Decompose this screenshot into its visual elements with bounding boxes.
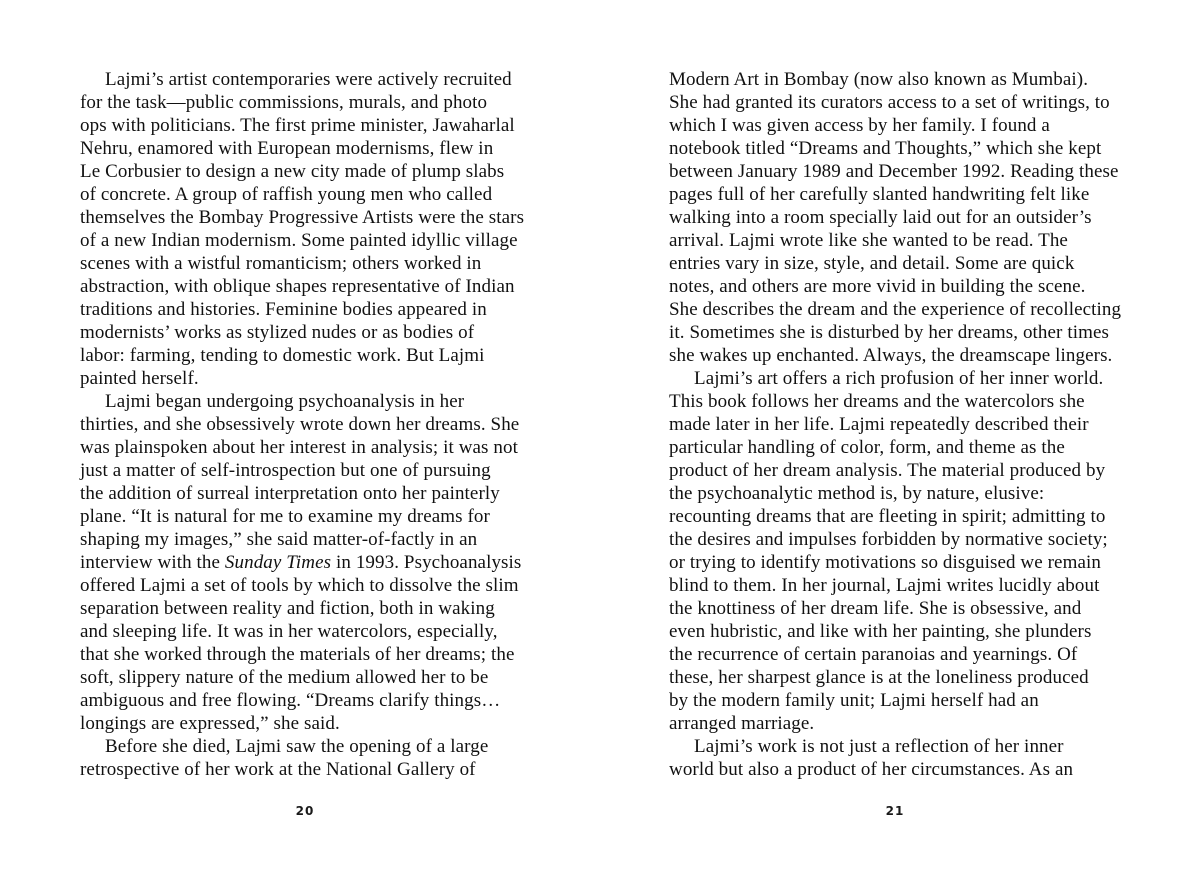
text-line: This book follows her dreams and the watercolors she [669,391,1085,412]
text-line: of concrete. A group of raffish young men who called [80,184,493,205]
text-line: recounting dreams that are fleeting in spirit; admitting to [669,506,1106,527]
text-line: Lajmi’s work is not just a reflection of her inner [694,736,1064,757]
text-line: retrospective of her work at the National Gallery of [80,759,476,780]
text-line: arrival. Lajmi wrote like she wanted to be read. The [669,230,1068,251]
text-line: arranged marriage. [669,713,815,734]
text-line: it. Sometimes she is disturbed by her dreams, other times [669,322,1109,343]
text-line: the knottiness of her dream life. She is obsessive, and [669,598,1082,619]
text-line: was plainspoken about her interest in analysis; it was not [80,437,518,458]
text-line: made later in her life. Lajmi repeatedly described their [669,414,1089,435]
text-line: offered Lajmi a set of tools by which to dissolve the slim [80,575,519,596]
text-line: the desires and impulses forbidden by normative society; [669,529,1108,550]
text-line: blind to them. In her journal, Lajmi writes lucidly about [669,575,1100,596]
text-line: and sleeping life. It was in her watercolors, especially, [80,621,498,642]
text-line: longings are expressed,” she said. [80,713,340,734]
text-line: scenes with a wistful romanticism; others worked in [80,253,482,274]
text-line: Lajmi’s artist contemporaries were actively recruited [105,69,512,90]
text-line: notebook titled “Dreams and Thoughts,” which she kept [669,138,1102,159]
text-line: between January 1989 and December 1992. Reading these [669,161,1119,182]
text-line: notes, and others are more vivid in building the scene. [669,276,1086,297]
text-line: even hubristic, and like with her painting, she plunders [669,621,1092,642]
text-line: walking into a room specially laid out for an outsider’s [669,207,1092,228]
text-line: shaping my images,” she said matter-of-factly in an [80,529,478,550]
text-line: the psychoanalytic method is, by nature, elusive: [669,483,1045,504]
page-left-number: 20 [295,804,315,818]
text-line: of a new Indian modernism. Some painted idyllic village [80,230,518,251]
text-line: traditions and histories. Feminine bodies appeared in [80,299,487,320]
text-line: soft, slippery nature of the medium allowed her to be [80,667,489,688]
text-line: interview with the Sunday Times in 1993. Psychoanalysis [80,552,522,573]
text-line: particular handling of color, form, and theme as the [669,437,1065,458]
text-line: the addition of surreal interpretation onto her painterly [80,483,500,504]
text-line: the recurrence of certain paranoias and yearnings. Of [669,644,1078,665]
text-line: Nehru, enamored with European modernisms, flew in [80,138,494,159]
page-left-text [80,68,555,781]
text-line: ambiguous and free flowing. “Dreams clarify things… [80,690,501,711]
text-line: thirties, and she obsessively wrote down her dreams. She [80,414,520,435]
page-right-number: 21 [885,804,905,818]
text-line: which I was given access by her family. I found a [669,115,1050,136]
text-line: Modern Art in Bombay (now also known as Mumbai). [669,69,1089,90]
text-line: themselves the Bombay Progressive Artists were the stars [80,207,525,228]
text-line: product of her dream analysis. The material produced by [669,460,1106,481]
text-line: Lajmi began undergoing psychoanalysis in her [105,391,465,412]
text-line: painted herself. [80,368,199,389]
text-line: entries vary in size, style, and detail. Some are quick [669,253,1075,274]
text-line: she wakes up enchanted. Always, the dreamscape lingers. [669,345,1113,366]
text-line: or trying to identify motivations so disguised we remain [669,552,1101,573]
text-line: world but also a product of her circumstances. As an [669,759,1074,780]
text-line: pages full of her carefully slanted handwriting felt like [669,184,1090,205]
text-line: for the task—public commissions, murals, and photo [80,92,488,113]
text-line: She describes the dream and the experience of recollecting [669,299,1122,320]
text-line: ops with politicians. The first prime minister, Jawaharlal [80,115,515,136]
text-line: plane. “It is natural for me to examine my dreams for [80,506,490,527]
text-line: Before she died, Lajmi saw the opening of a large [105,736,489,757]
text-line: Lajmi’s art offers a rich profusion of her inner world. [694,368,1104,389]
text-line: modernists’ works as stylized nudes or as bodies of [80,322,475,343]
text-line: labor: farming, tending to domestic work. But Lajmi [80,345,485,366]
text-line: Le Corbusier to design a new city made of plump slabs [80,161,505,182]
text-line: that she worked through the materials of her dreams; the [80,644,515,665]
text-line: separation between reality and fiction, both in waking [80,598,495,619]
text-line: by the modern family unit; Lajmi herself had an [669,690,1039,711]
text-line: these, her sharpest glance is at the loneliness produced [669,667,1089,688]
text-line: She had granted its curators access to a set of writings, to [669,92,1110,113]
page-right-text [669,68,1144,781]
text-line: just a matter of self-introspection but one of pursuing [80,460,491,481]
text-line: abstraction, with oblique shapes representative of Indian [80,276,515,297]
